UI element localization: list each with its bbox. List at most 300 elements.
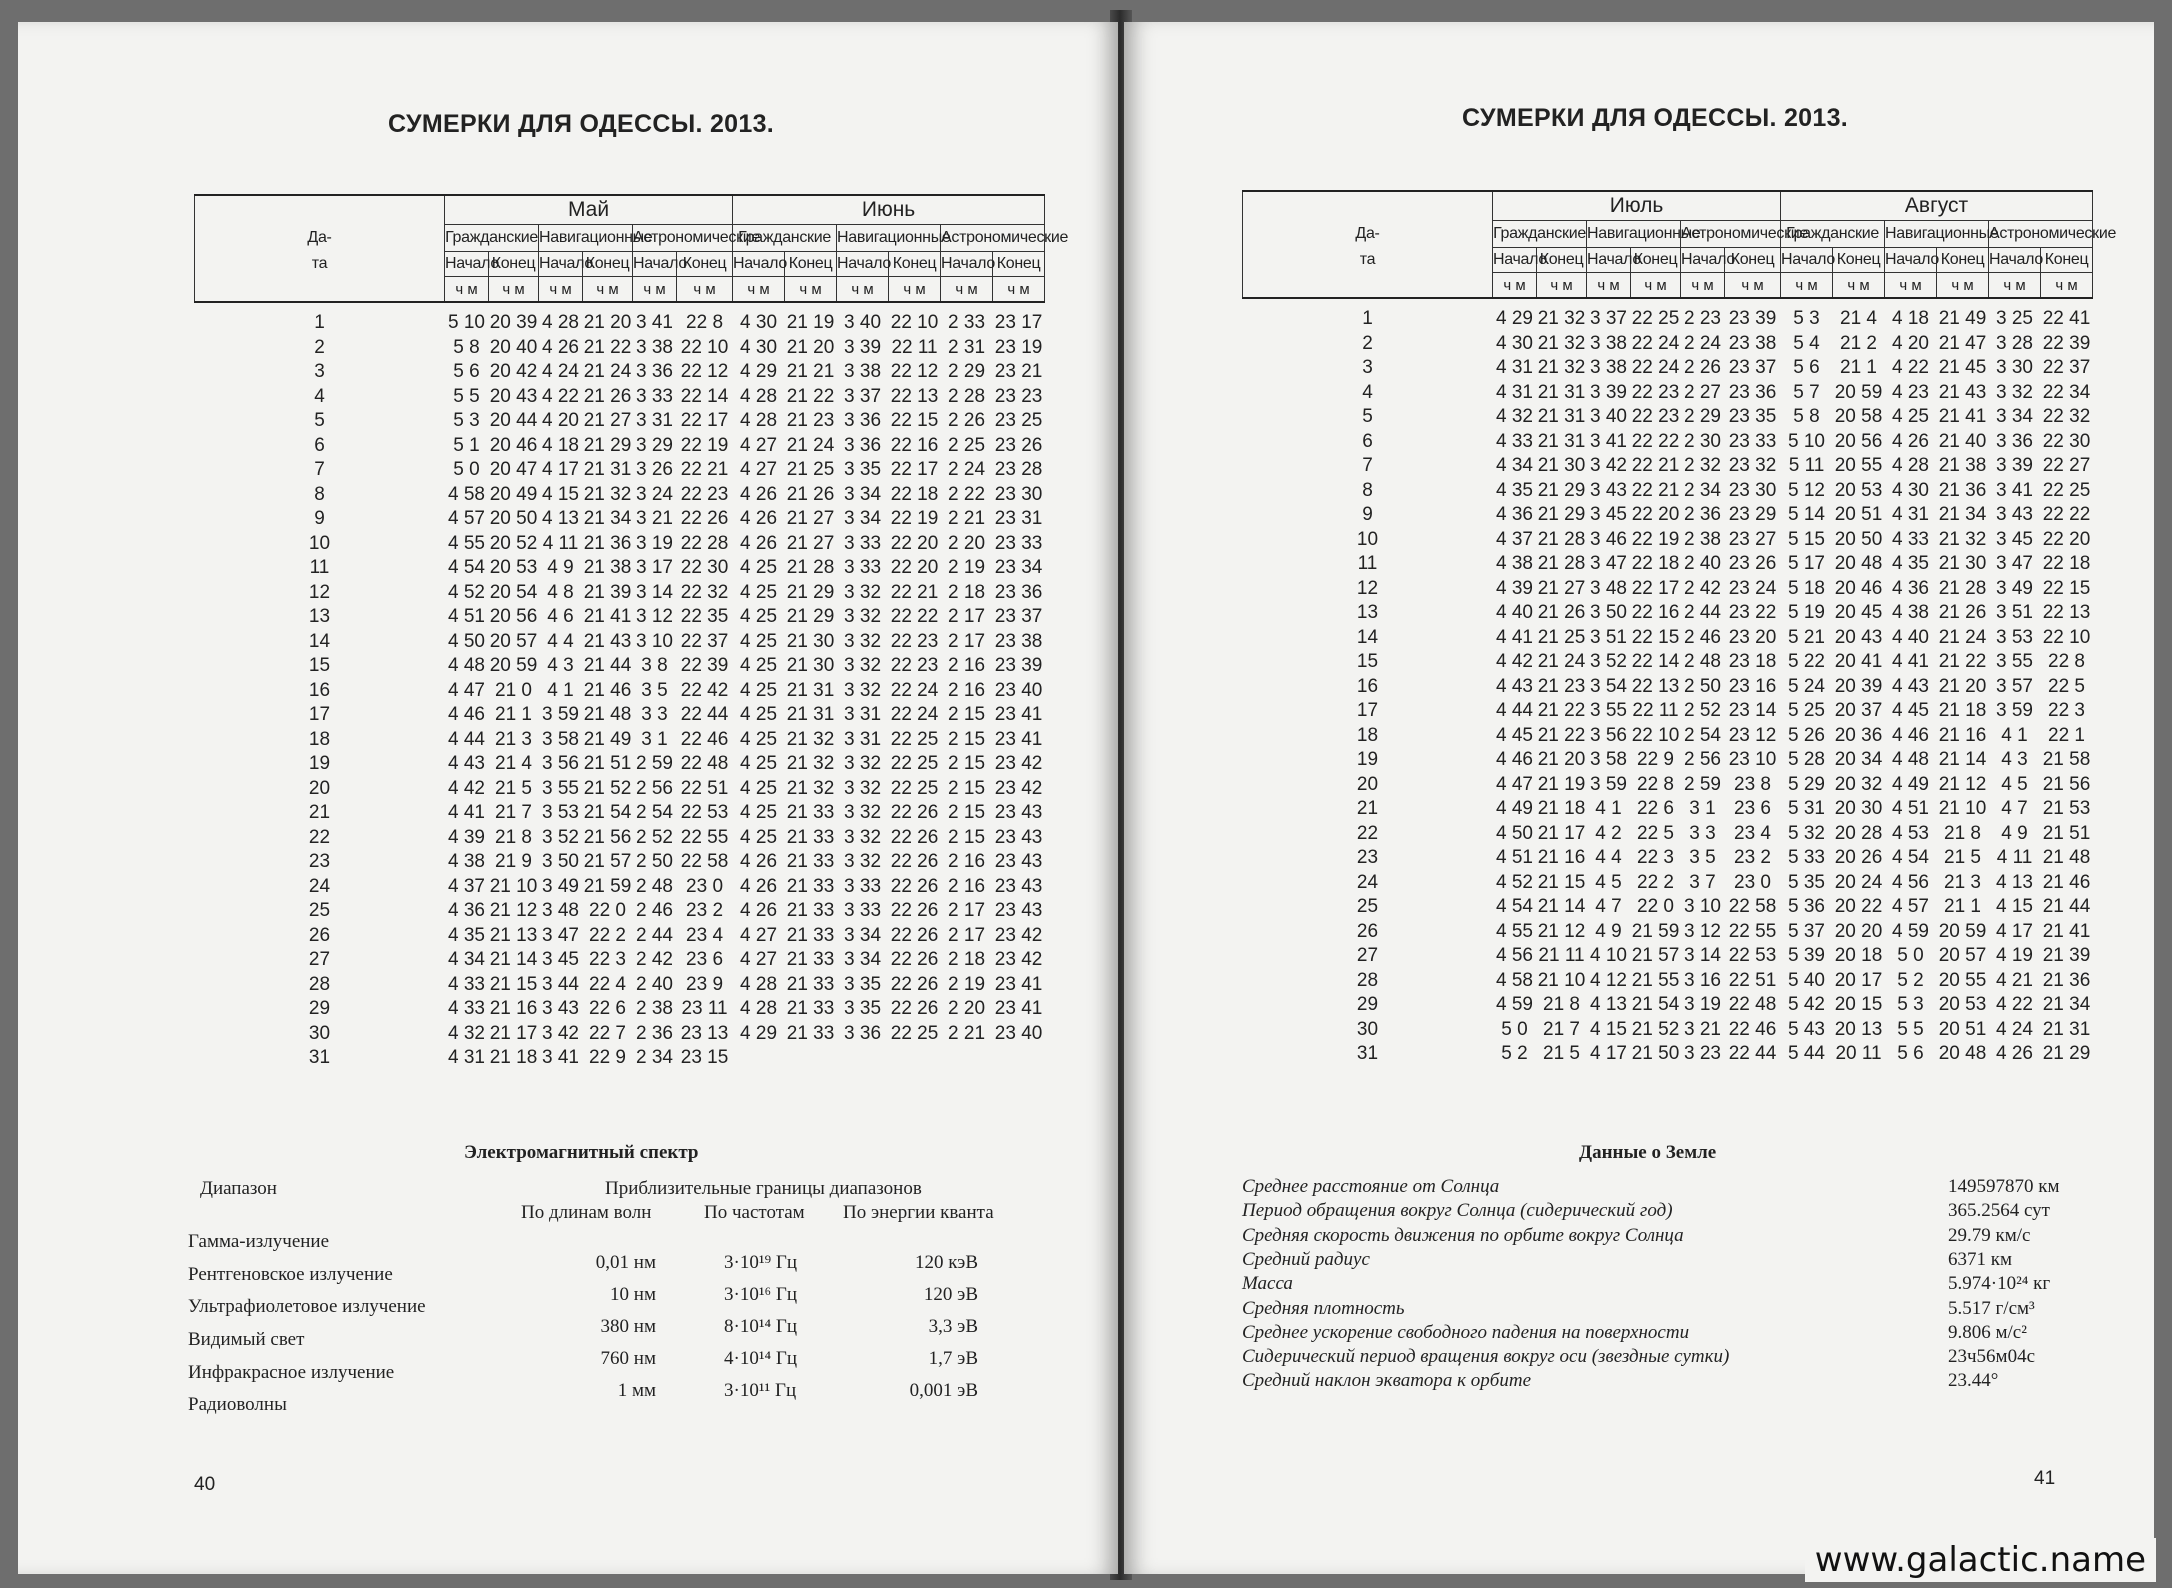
time-cell: 22 28 [680, 532, 729, 554]
time-cell: 23 39 [1728, 308, 1777, 329]
time-cell: 3 56 [1590, 724, 1627, 746]
table-row [1243, 405, 2093, 430]
time-cell: 3 32 [844, 777, 882, 799]
time-cell: 4 26 [740, 851, 778, 872]
time-cell: 21 56 [583, 826, 632, 848]
table-row [195, 336, 1045, 361]
time-cell: 21 26 [1537, 602, 1586, 623]
time-cell: 21 14 [1537, 896, 1586, 917]
time-cell: 23 31 [994, 508, 1043, 529]
time-cell: 4 20 [542, 410, 579, 431]
date-cell: 5 [314, 410, 325, 431]
time-cell: 4 58 [1496, 969, 1533, 991]
time-cell: 21 26 [1938, 602, 1987, 623]
time-cell: 20 54 [489, 581, 538, 603]
date-cell: 25 [308, 900, 331, 921]
time-cell: 5 37 [1788, 920, 1825, 942]
time-cell: 4 40 [1496, 602, 1533, 623]
time-cell: 3 45 [1590, 504, 1627, 525]
time-cell: 5 5 [453, 385, 480, 407]
end-header: Конец [993, 252, 1045, 277]
time-cell: 4 46 [1892, 724, 1929, 746]
time-cell: 2 16 [948, 875, 986, 897]
table-row [1243, 920, 2093, 945]
time-cell: 4 27 [740, 924, 778, 946]
time-cell: 23 27 [1728, 528, 1777, 550]
time-cell: 4 43 [1892, 675, 1929, 697]
time-cell: 3 23 [1684, 1043, 1721, 1064]
time-cell: 23 43 [994, 826, 1043, 848]
time-cell: 2 36 [1684, 504, 1721, 525]
time-cell: 23 30 [994, 483, 1043, 505]
time-cell: 3 41 [1590, 430, 1627, 452]
time-cell [733, 1046, 785, 1071]
time-cell: 3 38 [636, 336, 673, 358]
time-cell: 2 15 [948, 826, 986, 848]
time-cell: 4 25 [1892, 406, 1929, 427]
time-cell: 21 54 [1631, 994, 1680, 1015]
time-cell: 3 50 [1590, 602, 1627, 623]
time-cell: 23 6 [1734, 798, 1771, 819]
table-row [1243, 430, 2093, 455]
date-col-header-blank [1243, 191, 1493, 221]
time-cell: 4 27 [740, 949, 778, 970]
time-cell: 3 58 [542, 728, 579, 750]
time-cell: 3 35 [844, 459, 882, 480]
time-cell: 4 59 [1496, 994, 1533, 1015]
time-cell: 22 53 [680, 802, 729, 823]
time-cell: 3 53 [1996, 626, 2033, 648]
time-cell: 21 3 [1944, 871, 1981, 893]
time-cell: 3 43 [1996, 504, 2033, 525]
time-cell: 2 38 [1684, 528, 1721, 550]
date-cell: 16 [1356, 675, 1379, 697]
time-cell: 3 30 [1996, 357, 2033, 378]
time-cell: 22 25 [2042, 479, 2091, 501]
earth-data-title: Данные о Земле [1579, 1142, 1717, 1163]
time-cell: 21 20 [786, 336, 835, 358]
twilight-type-header: Гражданские [1493, 221, 1587, 248]
time-cell: 3 8 [641, 655, 668, 676]
time-cell: 21 39 [2042, 945, 2091, 966]
time-cell: 22 26 [890, 826, 939, 848]
time-cell: 22 15 [890, 410, 939, 431]
time-cell: 22 18 [2042, 553, 2091, 574]
time-cell: 22 24 [890, 704, 939, 725]
time-cell: 20 53 [489, 557, 538, 578]
time-cell: 3 34 [844, 924, 882, 946]
time-cell: 22 35 [680, 606, 729, 627]
time-cell: 3 33 [844, 532, 882, 554]
time-cell: 22 5 [2048, 675, 2085, 697]
time-cell: 21 13 [489, 924, 538, 946]
time-cell: 4 1 [547, 679, 574, 701]
time-cell: 22 5 [1637, 822, 1674, 844]
time-cell: 3 24 [636, 483, 673, 505]
time-cell: 22 12 [680, 361, 729, 382]
time-cell: 4 56 [1892, 871, 1929, 893]
time-cell: 3 43 [1590, 479, 1627, 501]
earth-data-value: 5.974·10²⁴ кг [1948, 1273, 2051, 1295]
time-cell: 23 37 [994, 606, 1043, 627]
time-cell: 22 26 [890, 949, 939, 970]
time-cell: 5 25 [1788, 700, 1825, 721]
time-cell: 4 30 [740, 336, 778, 358]
time-cell: 21 55 [1631, 969, 1680, 991]
time-cell: 22 26 [890, 924, 939, 946]
time-cell: 4 53 [1892, 822, 1929, 844]
date-cell: 21 [1356, 798, 1379, 819]
time-cell: 21 31 [1537, 406, 1586, 427]
time-cell: 22 27 [2042, 455, 2091, 476]
time-cell: 22 8 [2048, 651, 2085, 672]
time-cell: 22 20 [1631, 504, 1680, 525]
date-cell: 31 [1356, 1043, 1379, 1064]
time-cell: 2 20 [948, 998, 986, 1019]
table-row [195, 973, 1045, 998]
month-header: Июль [1493, 191, 1781, 221]
time-cell: 21 29 [786, 581, 835, 603]
time-cell: 2 54 [1684, 724, 1721, 746]
start-header: Начало [1587, 248, 1631, 273]
time-cell: 4 28 [740, 973, 778, 995]
time-cell: 20 47 [489, 459, 538, 480]
time-cell: 23 14 [1728, 700, 1777, 721]
time-cell: 22 22 [890, 606, 939, 627]
time-cell: 22 30 [2042, 430, 2091, 452]
em-frequency: 3·10¹¹ Гц [724, 1380, 797, 1401]
table-row [195, 924, 1045, 949]
table-row [1243, 577, 2093, 602]
time-cell: 3 32 [844, 606, 882, 627]
time-cell: 3 36 [636, 361, 673, 382]
time-cell: 4 25 [740, 557, 778, 578]
time-cell: 3 29 [636, 434, 673, 456]
time-cell: 3 51 [1996, 602, 2033, 623]
time-cell: 23 38 [994, 630, 1043, 652]
right-page [1124, 22, 2154, 1574]
table-row [1243, 822, 2093, 847]
time-cell: 21 33 [786, 802, 835, 823]
em-col-frequency: По частотам [704, 1202, 805, 1223]
time-cell: 20 55 [1938, 969, 1987, 991]
time-cell: 22 23 [890, 655, 939, 676]
time-cell: 22 16 [1631, 602, 1680, 623]
time-cell: 23 15 [680, 1047, 729, 1068]
time-cell: 21 22 [786, 385, 835, 407]
time-cell: 21 57 [583, 851, 632, 872]
time-cell: 21 31 [1537, 381, 1586, 403]
time-cell: 4 57 [1892, 896, 1929, 917]
start-header: Начало [1781, 248, 1833, 273]
time-cell: 22 21 [680, 459, 729, 480]
date-col-header: та [1243, 248, 1493, 273]
time-cell: 2 18 [948, 949, 986, 970]
time-cell: 3 39 [844, 336, 882, 358]
time-cell: 4 25 [740, 630, 778, 652]
time-cell: 22 19 [890, 508, 939, 529]
time-cell: 22 0 [1637, 896, 1674, 917]
time-cell: 4 9 [1595, 920, 1622, 942]
time-cell: 4 38 [1496, 553, 1533, 574]
time-cell: 23 19 [994, 336, 1043, 358]
time-cell: 23 36 [994, 581, 1043, 603]
table-row [1243, 552, 2093, 577]
hours-minutes-header: ч м [733, 277, 785, 303]
table-row [1243, 993, 2093, 1018]
time-cell: 3 55 [542, 777, 579, 799]
time-cell: 20 59 [489, 655, 538, 676]
earth-data-value: 6371 км [1948, 1248, 2013, 1270]
table-row [1243, 675, 2093, 700]
time-cell: 22 24 [890, 679, 939, 701]
time-cell: 4 37 [448, 875, 485, 897]
time-cell: 21 8 [1543, 994, 1580, 1015]
time-cell: 3 56 [542, 753, 579, 774]
time-cell: 4 10 [1590, 945, 1627, 966]
time-cell: 4 44 [1496, 700, 1533, 721]
hours-minutes-header: ч м [1937, 273, 1989, 299]
time-cell: 4 57 [448, 508, 485, 529]
time-cell: 4 41 [448, 802, 485, 823]
time-cell: 20 50 [489, 508, 538, 529]
time-cell: 21 46 [583, 679, 632, 701]
time-cell: 21 5 [1944, 847, 1981, 868]
time-cell: 20 45 [1834, 602, 1883, 623]
time-cell: 2 59 [636, 753, 673, 774]
time-cell: 21 18 [1938, 700, 1987, 721]
em-range-name: Радиоволны [188, 1394, 287, 1415]
table-row [1243, 1018, 2093, 1043]
time-cell: 21 33 [786, 826, 835, 848]
time-cell: 21 9 [495, 851, 532, 872]
time-cell: 5 32 [1788, 822, 1825, 844]
time-cell: 21 44 [583, 655, 632, 676]
time-cell: 21 1 [1944, 896, 1981, 917]
date-cell: 28 [308, 973, 331, 995]
time-cell [993, 1046, 1045, 1071]
time-cell: 23 41 [994, 728, 1043, 750]
time-cell: 20 50 [1834, 528, 1883, 550]
time-cell: 22 26 [890, 875, 939, 897]
date-cell: 30 [1356, 1018, 1379, 1040]
time-cell: 22 10 [680, 336, 729, 358]
time-cell: 5 44 [1788, 1043, 1825, 1064]
time-cell: 20 57 [489, 630, 538, 652]
time-cell: 21 4 [495, 753, 532, 774]
time-cell: 2 42 [1684, 577, 1721, 599]
table-row [195, 1022, 1045, 1047]
date-cell: 19 [308, 753, 331, 774]
table-row [1243, 528, 2093, 553]
time-cell: 22 17 [890, 459, 939, 480]
date-cell: 2 [1362, 332, 1373, 354]
time-cell: 23 41 [994, 973, 1043, 995]
time-cell: 4 13 [1996, 871, 2033, 893]
time-cell: 22 53 [1728, 945, 1777, 966]
time-cell: 22 32 [680, 581, 729, 603]
time-cell: 5 35 [1788, 871, 1825, 893]
em-range-name: Инфракрасное излучение [188, 1362, 395, 1383]
time-cell: 3 21 [1684, 1018, 1721, 1040]
time-cell: 2 26 [1684, 357, 1721, 378]
date-cell: 2 [314, 336, 325, 358]
time-cell: 2 32 [1684, 455, 1721, 476]
time-cell: 4 25 [740, 826, 778, 848]
time-cell: 23 43 [994, 875, 1043, 897]
hours-minutes-header: ч м [445, 277, 489, 303]
time-cell: 3 53 [542, 802, 579, 823]
time-cell: 3 49 [542, 875, 579, 897]
time-cell: 20 40 [489, 336, 538, 358]
hours-minutes-header: ч м [1493, 273, 1537, 299]
time-cell: 21 5 [1543, 1043, 1580, 1064]
time-cell: 2 46 [636, 900, 673, 921]
time-cell: 2 21 [948, 1022, 986, 1044]
time-cell: 22 19 [1631, 528, 1680, 550]
time-cell: 22 44 [680, 704, 729, 725]
time-cell [837, 1046, 889, 1071]
time-cell: 23 36 [1728, 381, 1777, 403]
time-cell: 4 34 [1496, 455, 1533, 476]
date-cell: 11 [1357, 553, 1378, 574]
time-cell: 3 38 [1590, 357, 1627, 378]
time-cell: 20 59 [1834, 381, 1883, 403]
time-cell: 20 56 [489, 606, 538, 627]
time-cell: 5 10 [448, 312, 485, 333]
earth-data-label: Масса [1242, 1273, 1293, 1295]
date-col-header: Да- [1243, 221, 1493, 248]
time-cell: 20 56 [1834, 430, 1883, 452]
em-frequency: 8·10¹⁴ Гц [724, 1316, 798, 1337]
time-cell: 21 29 [583, 434, 632, 456]
table-row [195, 875, 1045, 900]
time-cell: 21 31 [1537, 430, 1586, 452]
time-cell: 23 28 [994, 459, 1043, 480]
time-cell: 21 22 [583, 336, 632, 358]
time-cell: 4 55 [1496, 920, 1533, 942]
time-cell: 2 40 [636, 973, 673, 995]
table-row [195, 703, 1045, 728]
time-cell: 4 51 [1496, 847, 1533, 868]
start-header: Начало [837, 252, 889, 277]
time-cell: 23 26 [994, 434, 1043, 456]
time-cell: 21 33 [786, 1022, 835, 1044]
time-cell: 22 26 [890, 998, 939, 1019]
time-cell: 3 52 [542, 826, 579, 848]
time-cell: 23 33 [994, 532, 1043, 554]
hours-minutes-header: ч м [889, 277, 941, 303]
time-cell: 23 43 [994, 851, 1043, 872]
time-cell: 5 3 [453, 410, 480, 431]
time-cell: 22 8 [1637, 773, 1674, 795]
time-cell: 22 51 [1728, 969, 1777, 991]
time-cell: 21 48 [583, 704, 632, 725]
time-cell: 2 59 [1684, 773, 1721, 795]
time-cell: 23 12 [1728, 724, 1777, 746]
time-cell: 21 28 [1938, 577, 1987, 599]
date-col-header: та [195, 252, 445, 277]
time-cell: 4 5 [1595, 871, 1622, 893]
time-cell: 21 7 [1543, 1018, 1580, 1040]
time-cell: 21 32 [1537, 308, 1586, 329]
time-cell: 2 26 [948, 410, 986, 431]
time-cell: 21 32 [1537, 332, 1586, 354]
time-cell: 21 43 [1938, 381, 1987, 403]
time-cell: 23 10 [1728, 749, 1777, 770]
time-cell: 4 11 [1996, 847, 2033, 868]
time-cell: 22 10 [2042, 626, 2091, 648]
time-cell: 22 18 [890, 483, 939, 505]
start-header: Начало [445, 252, 489, 277]
start-header: Начало [1885, 248, 1937, 273]
table-row [1243, 601, 2093, 626]
time-cell: 4 43 [448, 753, 485, 774]
table-row [1243, 332, 2093, 357]
time-cell: 2 34 [636, 1047, 673, 1068]
date-cell: 12 [1356, 577, 1379, 599]
time-cell: 20 53 [1834, 479, 1883, 501]
em-wavelength: 1 мм [617, 1380, 656, 1401]
end-header: Конец [785, 252, 837, 277]
time-cell: 4 25 [740, 655, 778, 676]
time-cell: 20 42 [489, 361, 538, 382]
table-row [195, 581, 1045, 606]
em-energy: 3,3 эВ [928, 1316, 978, 1337]
time-cell: 4 25 [740, 704, 778, 725]
hours-minutes-header: ч м [583, 277, 633, 303]
time-cell: 4 27 [740, 459, 778, 480]
table-row [1243, 356, 2093, 381]
date-cell: 30 [308, 1022, 331, 1044]
time-cell: 4 19 [1996, 945, 2033, 966]
month-header: Август [1781, 191, 2093, 221]
time-cell: 21 56 [2042, 773, 2091, 795]
time-cell: 21 29 [1537, 479, 1586, 501]
end-header: Конец [489, 252, 539, 277]
date-cell: 21 [308, 802, 331, 823]
time-cell: 22 25 [1631, 308, 1680, 329]
time-cell: 3 16 [1684, 969, 1721, 991]
earth-data-value: 365.2564 сут [1948, 1200, 2050, 1222]
time-cell: 22 24 [1631, 332, 1680, 354]
time-cell: 4 51 [448, 606, 485, 627]
time-cell: 2 36 [636, 1022, 673, 1044]
table-row [195, 630, 1045, 655]
date-col-header-blank [195, 195, 445, 225]
time-cell: 21 14 [489, 949, 538, 970]
time-cell: 5 6 [1793, 357, 1820, 378]
time-cell: 4 26 [740, 532, 778, 554]
time-cell: 21 30 [1537, 455, 1586, 476]
time-cell: 4 25 [740, 802, 778, 823]
time-cell: 5 31 [1788, 798, 1825, 819]
time-cell: 21 31 [583, 459, 632, 480]
time-cell: 21 24 [583, 361, 632, 382]
time-cell: 3 34 [844, 949, 882, 970]
date-cell: 4 [314, 385, 325, 407]
table-row [1243, 1042, 2093, 1067]
time-cell: 21 17 [1537, 822, 1586, 844]
time-cell: 4 6 [547, 606, 574, 627]
date-cell: 20 [1356, 773, 1379, 795]
em-frequency: 3·10¹⁶ Гц [724, 1284, 798, 1305]
time-cell: 3 21 [636, 508, 673, 529]
time-cell: 2 18 [948, 581, 986, 603]
time-cell: 3 36 [1996, 430, 2033, 452]
time-cell: 3 31 [844, 704, 882, 725]
time-cell: 23 43 [994, 802, 1043, 823]
